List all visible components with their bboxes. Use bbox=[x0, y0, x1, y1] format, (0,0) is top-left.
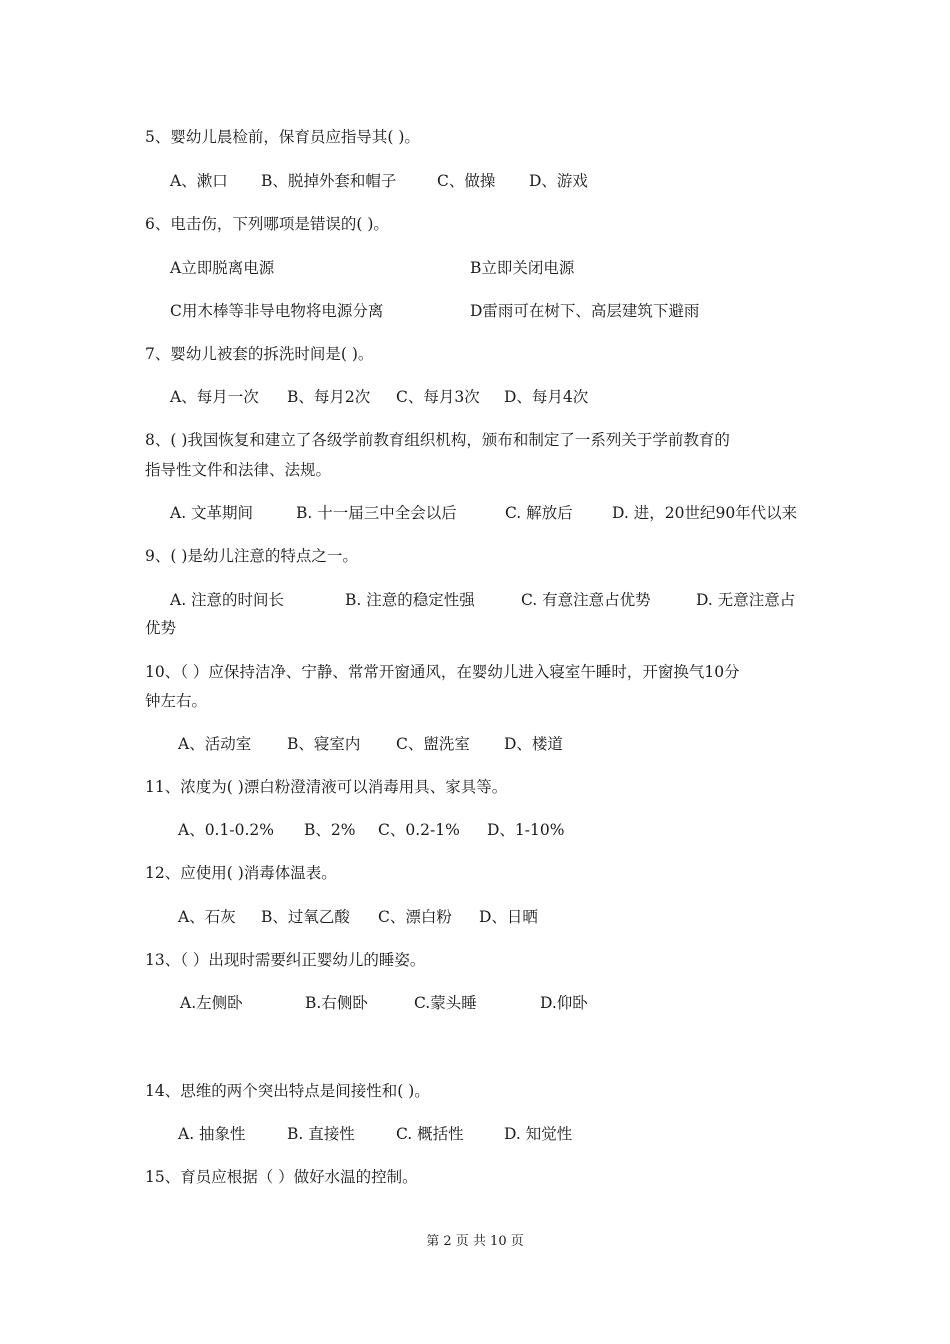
question-6-option-d: D雷雨可在树下、高层建筑下避雨 bbox=[470, 302, 700, 320]
question-14-option-d: D. 知觉性 bbox=[504, 1125, 573, 1143]
question-13-stem: 13、（ ）出现时需要纠正婴幼儿的睡姿。 bbox=[145, 951, 426, 969]
question-12-option-c: C、漂白粉 bbox=[378, 908, 452, 926]
question-7-stem: 7、婴幼儿被套的拆洗时间是( )。 bbox=[145, 345, 374, 363]
question-11-option-d: D、1-10% bbox=[487, 821, 565, 839]
question-5-option-d: D、游戏 bbox=[529, 172, 588, 190]
question-7-option-a: A、每月一次 bbox=[170, 388, 259, 406]
question-9-option-c: C. 有意注意占优势 bbox=[521, 591, 651, 609]
question-10-option-d: D、楼道 bbox=[504, 735, 563, 753]
question-8-option-a: A. 文革期间 bbox=[170, 504, 254, 522]
question-9-option-d-continued: 优势 bbox=[145, 619, 177, 637]
question-13-option-c: C.蒙头睡 bbox=[414, 994, 477, 1012]
question-11-stem: 11、浓度为( )漂白粉澄清液可以消毒用具、家具等。 bbox=[145, 778, 508, 796]
question-10-stem-line1: 10、（ ）应保持洁净、宁静、常常开窗通风，在婴幼儿进入寝室午睡时，开窗换气10分 bbox=[145, 663, 740, 681]
question-8-option-b: B. 十一届三中全会以后 bbox=[296, 504, 457, 522]
question-10-option-c: C、盥洗室 bbox=[396, 735, 470, 753]
question-10-stem-line2: 钟左右。 bbox=[145, 692, 208, 710]
question-5-option-c: C、做操 bbox=[437, 172, 496, 190]
question-7-option-d: D、每月4次 bbox=[504, 388, 589, 406]
question-14-option-b: B. 直接性 bbox=[287, 1125, 355, 1143]
question-11-option-a: A、0.1-0.2% bbox=[178, 821, 274, 839]
question-12-stem: 12、应使用( )消毒体温表。 bbox=[145, 864, 337, 882]
question-14-stem: 14、思维的两个突出特点是间接性和( )。 bbox=[145, 1082, 430, 1100]
page-footer: 第 2 页 共 10 页 bbox=[426, 1234, 524, 1249]
question-9-option-d: D. 无意注意占 bbox=[696, 591, 796, 609]
question-11-option-c: C、0.2-1% bbox=[378, 821, 460, 839]
question-5-option-b: B、脱掉外套和帽子 bbox=[261, 172, 397, 190]
question-6-option-b: B立即关闭电源 bbox=[470, 259, 575, 277]
question-12-option-d: D、日晒 bbox=[479, 908, 538, 926]
question-10-option-b: B、寝室内 bbox=[287, 735, 361, 753]
question-6-option-c: C用木棒等非导电物将电源分离 bbox=[170, 302, 384, 320]
question-6-option-a: A立即脱离电源 bbox=[170, 259, 275, 277]
question-13-option-b: B.右侧卧 bbox=[305, 994, 368, 1012]
question-8-option-c: C. 解放后 bbox=[505, 504, 573, 522]
question-8-stem-line2: 指导性文件和法律、法规。 bbox=[145, 461, 332, 479]
question-9-option-b: B. 注意的稳定性强 bbox=[345, 591, 475, 609]
question-5-stem: 5、婴幼儿晨检前，保育员应指导其( )。 bbox=[145, 128, 420, 146]
question-12-option-b: B、过氧乙酸 bbox=[261, 908, 350, 926]
question-9-option-a: A. 注意的时间长 bbox=[170, 591, 285, 609]
question-7-option-b: B、每月2次 bbox=[287, 388, 371, 406]
question-5-option-a: A、漱口 bbox=[170, 172, 228, 190]
question-15-stem: 15、育员应根据（ ）做好水温的控制。 bbox=[145, 1168, 418, 1186]
question-13-option-d: D.仰卧 bbox=[540, 994, 588, 1012]
question-8-stem-line1: 8、( )我国恢复和建立了各级学前教育组织机构，颁布和制定了一系列关于学前教育的 bbox=[145, 431, 730, 449]
question-12-option-a: A、石灰 bbox=[178, 908, 236, 926]
question-13-option-a: A.左侧卧 bbox=[180, 994, 243, 1012]
question-9-stem: 9、( )是幼儿注意的特点之一。 bbox=[145, 547, 358, 565]
question-8-option-d: D. 进，20世纪90年代以来 bbox=[612, 504, 798, 522]
question-10-option-a: A、活动室 bbox=[178, 735, 252, 753]
question-6-stem: 6、电击伤，下列哪项是错误的( )。 bbox=[145, 215, 389, 233]
question-7-option-c: C、每月3次 bbox=[396, 388, 480, 406]
question-11-option-b: B、2% bbox=[304, 821, 356, 839]
question-14-option-a: A. 抽象性 bbox=[178, 1125, 246, 1143]
question-14-option-c: C. 概括性 bbox=[396, 1125, 464, 1143]
